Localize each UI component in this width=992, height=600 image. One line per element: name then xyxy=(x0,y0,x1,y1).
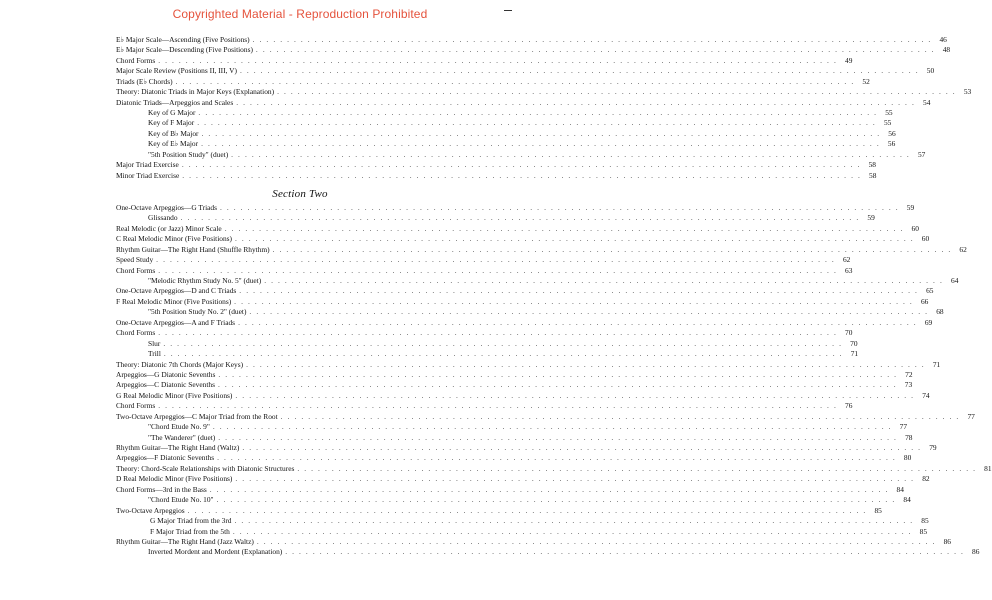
toc-leader-dots: . . . . . . . . . . . . . . . . . . . . . . . . . . . . . . . . . . . . . . . . . . . . . . . . . . . . . . . . . . . . . . . . . . . . . . . . . . . . . . . . . . . . . . . . . . . . . . . . . . . xyxy=(238,317,918,327)
toc-leader-dots: . . . . . . . . . . . . . . . . . . . . . . . . . . . . . . . . . . . . . . . . . . . . . . . . . . . . . . . . . . . . . . . . . . . . . . . . . . . . . . . . . . . . . . . . . . . . . . . . . . . xyxy=(175,76,855,86)
toc-entry-page: 46 xyxy=(939,34,947,44)
toc-entry-title: Theory: Diatonic 7th Chords (Major Keys) xyxy=(116,359,244,369)
toc-leader-dots: . . . . . . . . . . . . . . . . . . . . . . . . . . . . . . . . . . . . . . . . . . . . . . . . . . . . . . . . . . . . . . . . . . . . . . . . . . . . . . . . . . . . . . . . . . . . . . . . . . . xyxy=(277,87,957,97)
toc-leader-dots: . . . . . . . . . . . . . . . . . . . . . . . . . . . . . . . . . . . . . . . . . . . . . . . . . . . . . . . . . . . . . . . . . . . . . . . . . . . . . . . . . . . . . . . . . . . . . . . . . . . xyxy=(249,307,929,317)
toc-leader-dots: . . . . . . . . . . . . . . . . . . . . . . . . . . . . . . . . . . . . . . . . . . . . . . . . . . . . . . . . . . . . . . . . . . . . . . . . . . . . . . . . . . . . . . . . . . . . . . . . . . . xyxy=(197,118,877,128)
toc-entry-title: One-Octave Arpeggios—G Triads xyxy=(116,202,217,212)
toc-entry-page: 79 xyxy=(929,443,937,453)
toc-entry xyxy=(116,401,853,411)
toc-entry-title: Major Triad Exercise xyxy=(116,160,179,170)
toc-entry xyxy=(116,55,853,66)
toc-leader-dots: . . . . . . . . . . . . . . . . . . . . . . . . . . . . . . . . . . . . . . . . . . . . . . . . . . . . . . . . . . . . . . . . . . . . . . . . . . . . . . . . . . . . . . . . . . . . . . . . . . . xyxy=(239,66,920,76)
toc-leader-dots: . . . . . . . . . . . . . . . . . . . . . . . . . . . . . . . . . . . . . . . . . . . . . . . . . . . . . . . . . . . . . . . . . . . . . . . . . . . . . . . . . . . . . . . . . . . . . . . . . . . xyxy=(236,97,916,107)
toc-entry xyxy=(116,380,913,390)
toc-leader-dots: . . . . . . . . . . . . . . . . . . . . . . . . . . . . . . . . . . . . . . . . . . . . . . . . . . . . . . . . . . . . . . . . . . . . . . . . . . . . . . . . . . . . . . . . . . . . . . . . . . . xyxy=(255,45,936,55)
toc-entry xyxy=(116,34,947,45)
toc-entry-page: 82 xyxy=(922,474,930,484)
toc-entry-page: 48 xyxy=(942,45,951,55)
toc-leader-dots: . . . . . . . . . . . . . . . . . . . . . . . . . . . . . . . . . . . . . . . . . . . . . . . . . . . . . . . . . . . . . . . . . . . . . . . . . . . . . . . . . . . . . . . . . . . . . . . . . . . xyxy=(285,547,965,557)
toc-entry-page: 85 xyxy=(921,516,929,526)
toc-entry-page: 69 xyxy=(924,317,933,327)
toc-entry xyxy=(116,369,913,380)
toc-entry-page: 57 xyxy=(917,149,926,159)
toc-leader-dots: . . . . . . . . . . . . . . . . . . . . . . . . . . . . . . . . . . . . . . . . . . . . . . . . . . . . . . . . . . . . . . . . . . . . . . . . . . . . . . . . . . . . . . . . . . . . . . . . . . . xyxy=(235,390,915,400)
toc-entry-title: "5th Position Study No. 2" (duet) xyxy=(148,307,247,317)
toc-leader-dots: . . . . . . . . . . . . . . . . . . . . . . . . . . . . . . . . . . . . . . . . . . . . . . . . . . . . . . . . . . . . . . . . . . . . . . . . . . . . . . . . . . . . . . . . . . . . . . . . . . . xyxy=(158,265,838,275)
toc-entry xyxy=(116,87,972,97)
toc-entry-page: 60 xyxy=(921,234,930,244)
toc-entry xyxy=(116,328,853,338)
toc-entry xyxy=(116,505,882,516)
toc-entry-page: 76 xyxy=(845,401,853,411)
toc-entry-title: E♭ Major Scale—Ascending (Five Positions) xyxy=(116,34,250,44)
toc-entry-title: Chord Forms xyxy=(116,328,156,338)
toc-leader-dots: . . . . . . . . . . . . . . . . . . . . . . . . . . . . . . . . . . . . . . . . . . . . . . . . . . . . . . . . . . . . . . . . . . . . . . . . . . . . . . . . . . . . . . . . . . . . . . . . . . . xyxy=(212,422,893,432)
toc-leader-dots: . . . . . . . . . . . . . . . . . . . . . . . . . . . . . . . . . . . . . . . . . . . . . . . . . . . . . . . . . . . . . . . . . . . . . . . . . . . . . . . . . . . . . . . . . . . . . . . . . . . xyxy=(224,223,904,233)
toc-entry xyxy=(116,432,913,443)
toc-entry xyxy=(116,296,929,307)
toc-entry-title: Theory: Chord-Scale Relationships with Diatonic Structures xyxy=(116,463,295,473)
toc-entry xyxy=(116,97,931,108)
toc-entry-page: 71 xyxy=(850,349,859,359)
toc-entry-page: 54 xyxy=(923,97,931,107)
toc-entry-page: 62 xyxy=(842,255,851,265)
toc-entry xyxy=(116,516,929,526)
toc-entry xyxy=(116,359,941,370)
toc-entry-title: Key of G Major xyxy=(148,108,196,118)
toc-entry-page: 77 xyxy=(967,411,975,421)
toc-entry-title: Chord Forms—3rd in the Bass xyxy=(116,484,207,494)
toc-leader-dots: . . . . . . . . . . . . . . . . . . . . . . . . . . . . . . . . . . . . . . . . . . . . . . . . . . . . . . . . . . . . . . . . . . . . . . . . . . . . . . . . . . . . . . . . . . . . . . . . . . . xyxy=(252,34,932,44)
toc-entry-title: Slur xyxy=(148,338,161,348)
toc-entry-page: 71 xyxy=(932,359,941,369)
toc-entry-title: F Major Triad from the 5th xyxy=(150,526,230,536)
toc-leader-dots: . . . . . . . . . . . . . . . . . . . . . . . . . . . . . . . . . . . . . . . . . . . . . . . . . . . . . . . . . . . . . . . . . . . . . . . . . . . . . . . . . . . . . . . . . . . . . . . . . . . xyxy=(158,401,838,411)
toc-leader-dots: . . . . . . . . . . . . . . . . . . . . . . . . . . . . . . . . . . . . . . . . . . . . . . . . . . . . . . . . . . . . . . . . . . . . . . . . . . . . . . . . . . . . . . . . . . . . . . . . . . . xyxy=(163,338,843,348)
toc-leader-dots: . . . . . . . . . . . . . . . . . . . . . . . . . . . . . . . . . . . . . . . . . . . . . . . . . . . . . . . . . . . . . . . . . . . . . . . . . . . . . . . . . . . . . . . . . . . . . . . . . . . xyxy=(256,536,936,546)
toc-entry-page: 84 xyxy=(903,495,911,505)
corner-mark xyxy=(504,10,512,11)
toc-entry-title: Chord Forms xyxy=(116,265,156,275)
toc-entry xyxy=(116,108,893,118)
toc-leader-dots: . . . . . . . . . . . . . . . . . . . . . . . . . . . . . . . . . . . . . . . . . . . . . . . . . . . . . . . . . . . . . . . . . . . . . . . . . . . . . . . . . . . . . . . . . . . . . . . . . . . xyxy=(218,369,898,379)
toc-entry-title: Key of F Major xyxy=(148,118,195,128)
toc-entry-page: 53 xyxy=(963,87,972,97)
toc-entry-title: Arpeggios—C Diatonic Sevenths xyxy=(116,380,215,390)
toc-entry-title: Key of E♭ Major xyxy=(148,139,199,149)
toc-leader-dots: . . . . . . . . . . . . . . . . . . . . . . . . . . . . . . . . . . . . . . . . . . . . . . . . . . . . . . . . . . . . . . . . . . . . . . . . . . . . . . . . . . . . . . . . . . . . . . . . . . . xyxy=(297,463,977,473)
toc-leader-dots: . . . . . . . . . . . . . . . . . . . . . . . . . . . . . . . . . . . . . . . . . . . . . . . . . . . . . . . . . . . . . . . . . . . . . . . . . . . . . . . . . . . . . . . . . . . . . . . . . . . xyxy=(216,495,896,505)
toc-entry-title: G Real Melodic Minor (Five Positions) xyxy=(116,390,233,400)
toc-entry-title: "Chord Etude No. 10" xyxy=(148,495,214,505)
toc-entry xyxy=(116,443,937,453)
toc-entry xyxy=(116,265,853,276)
toc-entry xyxy=(116,213,875,223)
toc-entry-page: 56 xyxy=(888,128,896,138)
toc-entry xyxy=(116,526,928,537)
toc-entry-title: Inverted Mordent and Mordent (Explanation) xyxy=(148,547,283,557)
toc-entry-title: Rhythm Guitar—The Right Hand (Waltz) xyxy=(116,443,240,453)
toc-entry-title: D Real Melodic Minor (Five Positions) xyxy=(116,474,233,484)
toc-entry-page: 49 xyxy=(845,55,853,65)
toc-entry-page: 85 xyxy=(874,505,882,515)
toc-entry-page: 73 xyxy=(904,380,913,390)
toc-entry-title: Chord Forms xyxy=(116,401,156,411)
toc-entry-page: 70 xyxy=(850,338,858,348)
toc-leader-dots: . . . . . . . . . . . . . . . . . . . . . . . . . . . . . . . . . . . . . . . . . . . . . . . . . . . . . . . . . . . . . . . . . . . . . . . . . . . . . . . . . . . . . . . . . . . . . . . . . . . xyxy=(209,484,889,494)
toc-entry-title: Trill xyxy=(148,349,161,359)
toc-entry-title: Arpeggios—F Diatonic Sevenths xyxy=(116,453,215,463)
toc-entry xyxy=(116,286,934,297)
toc-leader-dots: . . . . . . . . . . . . . . . . . . . . . . . . . . . . . . . . . . . . . . . . . . . . . . . . . . . . . . . . . . . . . . . . . . . . . . . . . . . . . . . . . . . . . . . . . . . . . . . . . . . xyxy=(239,286,919,296)
toc-entry xyxy=(116,244,967,255)
toc-leader-dots: . . . . . . . . . . . . . . . . . . . . . . . . . . . . . . . . . . . . . . . . . . . . . . . . . . . . . . . . . . . . . . . . . . . . . . . . . . . . . . . . . . . . . . . . . . . . . . . . . . . xyxy=(217,453,897,463)
toc-leader-dots: . . . . . . . . . . . . . . . . . . . . . . . . . . . . . . . . . . . . . . . . . . . . . . . . . . . . . . . . . . . . . . . . . . . . . . . . . . . . . . . . . . . . . . . . . . . . . . . . . . . xyxy=(235,474,915,484)
toc-entry-page: 58 xyxy=(869,170,877,180)
toc-entry-page: 70 xyxy=(845,328,853,338)
toc-entry xyxy=(116,411,975,422)
toc-entry-page: 77 xyxy=(899,422,908,432)
toc-entry-page: 52 xyxy=(862,76,870,86)
toc-leader-dots: . . . . . . . . . . . . . . . . . . . . . . . . . . . . . . . . . . . . . . . . . . . . . . . . . . . . . . . . . . . . . . . . . . . . . . . . . . . . . . . . . . . . . . . . . . . . . . . . . . . xyxy=(220,202,900,212)
toc-leader-dots: . . . . . . . . . . . . . . . . . . . . . . . . . . . . . . . . . . . . . . . . . . . . . . . . . . . . . . . . . . . . . . . . . . . . . . . . . . . . . . . . . . . . . . . . . . . . . . . . . . . xyxy=(231,149,911,159)
toc-entry xyxy=(116,160,876,170)
toc-entry-title: Real Melodic (or Jazz) Minor Scale xyxy=(116,223,222,233)
toc-leader-dots: . . . . . . . . . . . . . . . . . . . . . . . . . . . . . . . . . . . . . . . . . . . . . . . . . . . . . . . . . . . . . . . . . . . . . . . . . . . . . . . . . . . . . . . . . . . . . . . . . . . xyxy=(201,139,881,149)
toc-entry-page: 85 xyxy=(919,526,928,536)
toc-entry-title: G Major Triad from the 3rd xyxy=(150,516,232,526)
toc-entry xyxy=(116,349,859,359)
toc-leader-dots: . . . . . . . . . . . . . . . . . . . . . . . . . . . . . . . . . . . . . . . . . . . . . . . . . . . . . . . . . . . . . . . . . . . . . . . . . . . . . . . . . . . . . . . . . . . . . . . . . . . xyxy=(217,380,898,390)
toc-entry-title: F Real Melodic Minor (Five Positions) xyxy=(116,296,232,306)
toc-entry xyxy=(116,118,892,129)
toc-entry-page: 58 xyxy=(868,160,876,170)
toc-leader-dots: . . . . . . . . . . . . . . . . . . . . . . . . . . . . . . . . . . . . . . . . . . . . . . . . . . . . . . . . . . . . . . . . . . . . . . . . . . . . . . . . . . . . . . . . . . . . . . . . . . . xyxy=(158,328,838,338)
toc-entry-title: Glissando xyxy=(148,213,178,223)
toc-section-two xyxy=(116,202,992,558)
toc-entry xyxy=(116,170,877,181)
toc-entry-page: 66 xyxy=(920,296,929,306)
toc-entry-title: Minor Triad Exercise xyxy=(116,170,180,180)
toc-entry-page: 86 xyxy=(972,547,980,557)
toc-entry xyxy=(116,422,908,432)
toc-entry-title: "The Wanderer" (duet) xyxy=(148,432,216,442)
toc-entry xyxy=(116,463,992,474)
toc-section-one xyxy=(116,34,972,181)
toc-entry xyxy=(116,317,933,328)
toc-entry-page: 64 xyxy=(951,276,959,286)
toc-entry xyxy=(116,128,896,139)
toc-entry xyxy=(116,390,930,401)
copyright-banner: Copyrighted Material - Reproduction Prohibited xyxy=(172,7,428,21)
toc-entry-title: Arpeggios—G Diatonic Sevenths xyxy=(116,369,216,379)
toc-entry xyxy=(116,338,858,349)
toc-entry xyxy=(116,202,915,213)
toc-entry xyxy=(116,495,911,505)
toc-entry xyxy=(116,223,919,234)
toc-entry xyxy=(116,139,896,149)
toc-entry xyxy=(116,536,951,547)
toc-entry-page: 50 xyxy=(926,66,935,76)
toc-entry-page: 60 xyxy=(911,223,919,233)
toc-entry-title: Rhythm Guitar—The Right Hand (Shuffle Rhythm) xyxy=(116,244,270,254)
toc-entry-title: Chord Forms xyxy=(116,55,156,65)
toc-leader-dots: . . . . . . . . . . . . . . . . . . . . . . . . . . . . . . . . . . . . . . . . . . . . . . . . . . . . . . . . . . . . . . . . . . . . . . . . . . . . . . . . . . . . . . . . . . . . . . . . . . . xyxy=(201,128,881,138)
toc-leader-dots: . . . . . . . . . . . . . . . . . . . . . . . . . . . . . . . . . . . . . . . . . . . . . . . . . . . . . . . . . . . . . . . . . . . . . . . . . . . . . . . . . . . . . . . . . . . . . . . . . . . xyxy=(264,276,944,286)
toc-entry-title: Major Scale Review (Positions II, III, V) xyxy=(116,66,237,76)
toc-entry-page: 62 xyxy=(959,244,967,254)
toc-leader-dots: . . . . . . . . . . . . . . . . . . . . . . . . . . . . . . . . . . . . . . . . . . . . . . . . . . . . . . . . . . . . . . . . . . . . . . . . . . . . . . . . . . . . . . . . . . . . . . . . . . . xyxy=(242,443,922,453)
toc-entry-title: Triads (E♭ Chords) xyxy=(116,76,173,86)
toc-entry-title: Theory: Diatonic Triads in Major Keys (Explanation) xyxy=(116,87,275,97)
toc-entry-title: Two-Octave Arpeggios xyxy=(116,505,185,515)
toc-entry xyxy=(116,234,930,244)
toc-entry-page: 68 xyxy=(936,307,944,317)
toc-entry-page: 84 xyxy=(896,484,904,494)
toc-entry-title: Two-Octave Arpeggios—C Major Triad from the Root xyxy=(116,411,278,421)
toc-entry-title: E♭ Major Scale—Descending (Five Positions) xyxy=(116,45,253,55)
toc-entry xyxy=(116,76,870,87)
toc-entry xyxy=(116,276,959,286)
toc-entry-title: C Real Melodic Minor (Five Positions) xyxy=(116,234,232,244)
toc-entry-page: 55 xyxy=(885,108,893,118)
toc-entry-page: 86 xyxy=(943,536,951,546)
toc-entry-page: 81 xyxy=(984,463,992,473)
toc-leader-dots: . . . . . . . . . . . . . . . . . . . . . . . . . . . . . . . . . . . . . . . . . . . . . . . . . . . . . . . . . . . . . . . . . . . . . . . . . . . . . . . . . . . . . . . . . . . . . . . . . . . xyxy=(163,349,844,359)
toc-entry xyxy=(116,66,935,76)
toc-entry xyxy=(116,547,980,557)
toc-leader-dots: . . . . . . . . . . . . . . . . . . . . . . . . . . . . . . . . . . . . . . . . . . . . . . . . . . . . . . . . . . . . . . . . . . . . . . . . . . . . . . . . . . . . . . . . . . . . . . . . . . . xyxy=(182,170,862,180)
toc-entry xyxy=(116,453,912,464)
toc-entry-page: 65 xyxy=(926,286,934,296)
toc-leader-dots: . . . . . . . . . . . . . . . . . . . . . . . . . . . . . . . . . . . . . . . . . . . . . . . . . . . . . . . . . . . . . . . . . . . . . . . . . . . . . . . . . . . . . . . . . . . . . . . . . . . xyxy=(187,505,867,515)
toc-leader-dots: . . . . . . . . . . . . . . . . . . . . . . . . . . . . . . . . . . . . . . . . . . . . . . . . . . . . . . . . . . . . . . . . . . . . . . . . . . . . . . . . . . . . . . . . . . . . . . . . . . . xyxy=(234,516,914,526)
toc-leader-dots: . . . . . . . . . . . . . . . . . . . . . . . . . . . . . . . . . . . . . . . . . . . . . . . . . . . . . . . . . . . . . . . . . . . . . . . . . . . . . . . . . . . . . . . . . . . . . . . . . . . xyxy=(181,160,861,170)
toc-entry-page: 72 xyxy=(905,369,913,379)
toc-entry-title: Key of B♭ Major xyxy=(148,128,199,138)
toc-entry xyxy=(116,255,851,265)
toc-leader-dots: . . . . . . . . . . . . . . . . . . . . . . . . . . . . . . . . . . . . . . . . . . . . . . . . . . . . . . . . . . . . . . . . . . . . . . . . . . . . . . . . . . . . . . . . . . . . . . . . . . . xyxy=(158,55,838,65)
toc-entry xyxy=(116,45,951,55)
toc-leader-dots: . . . . . . . . . . . . . . . . . . . . . . . . . . . . . . . . . . . . . . . . . . . . . . . . . . . . . . . . . . . . . . . . . . . . . . . . . . . . . . . . . . . . . . . . . . . . . . . . . . . xyxy=(180,213,860,223)
toc-entry-title: Diatonic Triads—Arpeggios and Scales xyxy=(116,97,234,107)
toc-leader-dots: . . . . . . . . . . . . . . . . . . . . . . . . . . . . . . . . . . . . . . . . . . . . . . . . . . . . . . . . . . . . . . . . . . . . . . . . . . . . . . . . . . . . . . . . . . . . . . . . . . . xyxy=(234,296,914,306)
toc-entry-title: One-Octave Arpeggios—D and C Triads xyxy=(116,286,237,296)
toc-entry-page: 78 xyxy=(905,432,913,442)
toc-entry-title: "Chord Etude No. 9" xyxy=(148,422,210,432)
toc-entry-page: 74 xyxy=(922,390,930,400)
toc-leader-dots: . . . . . . . . . . . . . . . . . . . . . . . . . . . . . . . . . . . . . . . . . . . . . . . . . . . . . . . . . . . . . . . . . . . . . . . . . . . . . . . . . . . . . . . . . . . . . . . . . . . xyxy=(280,411,960,421)
toc-entry-title: "5th Position Study" (duet) xyxy=(148,149,229,159)
toc-entry-page: 56 xyxy=(887,139,896,149)
toc-leader-dots: . . . . . . . . . . . . . . . . . . . . . . . . . . . . . . . . . . . . . . . . . . . . . . . . . . . . . . . . . . . . . . . . . . . . . . . . . . . . . . . . . . . . . . . . . . . . . . . . . . . xyxy=(272,244,952,254)
toc-leader-dots: . . . . . . . . . . . . . . . . . . . . . . . . . . . . . . . . . . . . . . . . . . . . . . . . . . . . . . . . . . . . . . . . . . . . . . . . . . . . . . . . . . . . . . . . . . . . . . . . . . . xyxy=(232,526,913,536)
toc-entry-page: 59 xyxy=(867,213,875,223)
toc-entry-title: "Melodic Rhythm Study No. 5" (duet) xyxy=(148,276,262,286)
toc-leader-dots: . . . . . . . . . . . . . . . . . . . . . . . . . . . . . . . . . . . . . . . . . . . . . . . . . . . . . . . . . . . . . . . . . . . . . . . . . . . . . . . . . . . . . . . . . . . . . . . . . . . xyxy=(246,359,926,369)
toc-entry-title: Rhythm Guitar—The Right Hand (Jazz Waltz) xyxy=(116,536,254,546)
toc-entry-page: 63 xyxy=(845,265,853,275)
toc-entry-title: One-Octave Arpeggios—A and F Triads xyxy=(116,317,236,327)
toc-leader-dots: . . . . . . . . . . . . . . . . . . . . . . . . . . . . . . . . . . . . . . . . . . . . . . . . . . . . . . . . . . . . . . . . . . . . . . . . . . . . . . . . . . . . . . . . . . . . . . . . . . . xyxy=(198,108,878,118)
toc-entry xyxy=(116,149,926,160)
toc-entry-page: 55 xyxy=(883,118,892,128)
toc-entry xyxy=(116,307,944,317)
toc-entry-page: 80 xyxy=(903,453,912,463)
toc-leader-dots: . . . . . . . . . . . . . . . . . . . . . . . . . . . . . . . . . . . . . . . . . . . . . . . . . . . . . . . . . . . . . . . . . . . . . . . . . . . . . . . . . . . . . . . . . . . . . . . . . . . xyxy=(235,234,915,244)
toc-entry xyxy=(116,474,930,484)
toc-entry xyxy=(116,484,904,495)
section-two-heading: Section Two xyxy=(272,188,328,200)
toc-leader-dots: . . . . . . . . . . . . . . . . . . . . . . . . . . . . . . . . . . . . . . . . . . . . . . . . . . . . . . . . . . . . . . . . . . . . . . . . . . . . . . . . . . . . . . . . . . . . . . . . . . . xyxy=(156,255,836,265)
toc-leader-dots: . . . . . . . . . . . . . . . . . . . . . . . . . . . . . . . . . . . . . . . . . . . . . . . . . . . . . . . . . . . . . . . . . . . . . . . . . . . . . . . . . . . . . . . . . . . . . . . . . . . xyxy=(218,432,898,442)
toc-entry-page: 59 xyxy=(906,202,915,212)
toc-entry-title: Speed Study xyxy=(116,255,154,265)
